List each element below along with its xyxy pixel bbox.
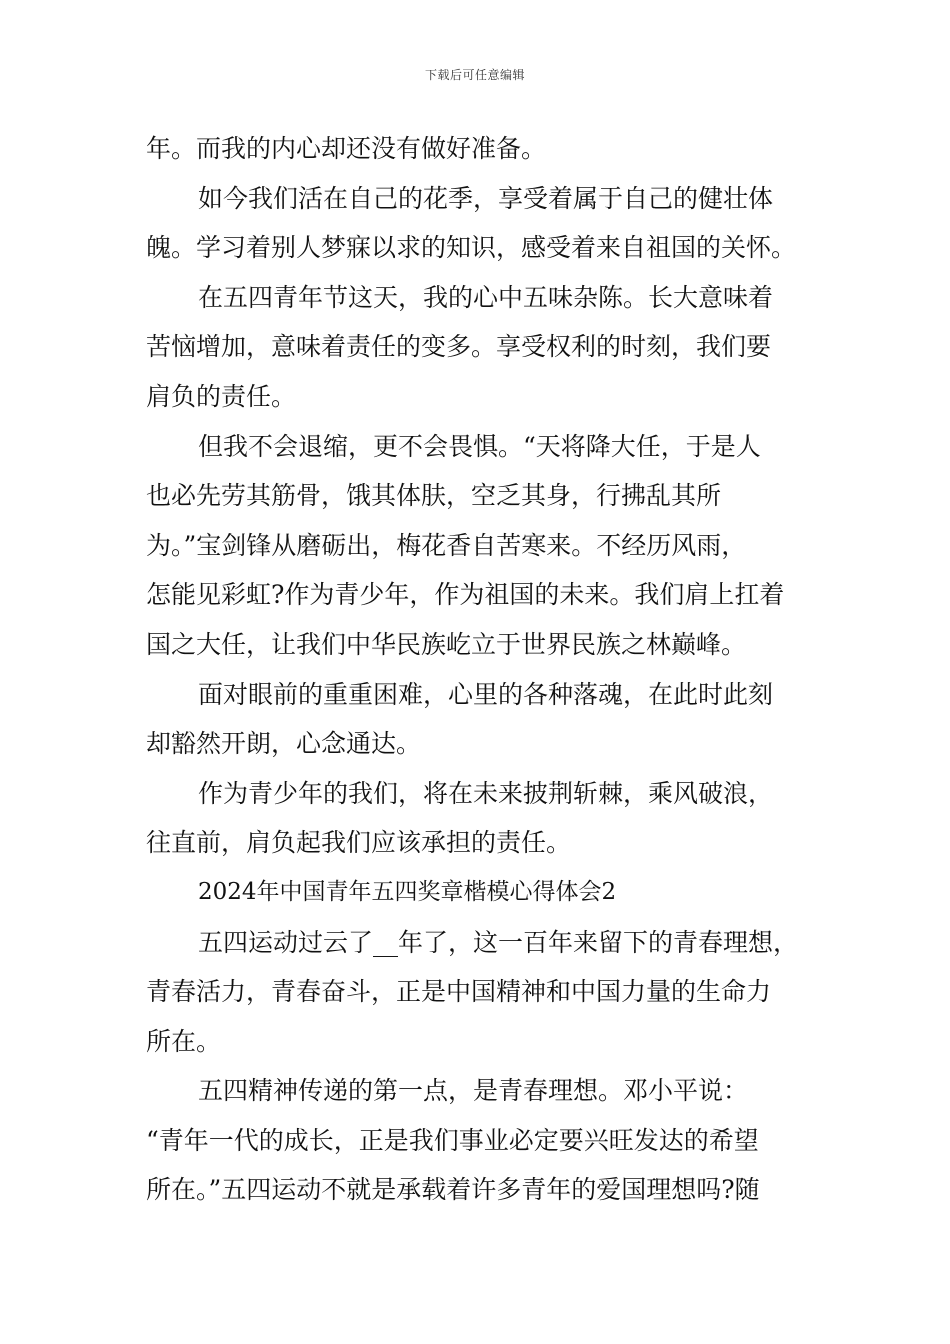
text-line: 也必先劳其筋骨，饿其体肤，空乏其身，行拂乱其所 [146,481,722,511]
text-line: 在五四青年节这天，我的心中五味杂陈。长大意味着 [198,282,774,312]
text-line: 所在。”五四运动不就是承载着许多青年的爱国理想吗?随 [146,1175,760,1205]
page-header-note: 下载后可任意编辑 [424,68,525,82]
text-line: 往直前，肩负起我们应该承担的责任。 [146,828,572,858]
text-line: 年。而我的内心却还没有做好准备。 [146,134,547,163]
text-line: 却豁然开朗，心念通达。 [146,729,422,759]
text-line: 面对眼前的重重困难，心里的各种落魂，在此时此刻 [198,679,774,709]
text-line: 怎能见彩虹?作为青少年，作为祖国的未来。我们肩上扛着 [146,580,785,610]
text-line: 作为青少年的我们，将在未来披荆斩棘，乘风破浪， [198,778,774,808]
text-line: “青年一代的成长，正是我们事业必定要兴旺发达的希望 [146,1125,759,1155]
text-line: 所在。 [146,1026,222,1056]
text-line: 青春活力，青春奋斗，正是中国精神和中国力量的生命力 [146,977,772,1007]
document-body [146,124,836,1215]
text-line: 如今我们活在自己的花季，享受着属于自己的健壮体 [198,183,774,213]
section-heading: 2024年中国青年五四奖章楷模心得体会2 [198,878,617,905]
text-line: 五四精神传递的第一点，是青春理想。邓小平说： [198,1076,749,1106]
text-line: 为。”宝剑锋从磨砺出，梅花香自苦寒来。不经历风雨， [146,530,747,560]
text-line: 魄。学习着别人梦寐以求的知识，感受着来自祖国的关怀。 [146,233,797,263]
text-line: 苦恼增加，意味着责任的变多。享受权利的时刻，我们要 [146,332,772,362]
text-line: 国之大任，让我们中华民族屹立于世界民族之林巅峰。 [146,629,747,659]
text-line: 但我不会退缩，更不会畏惧。“天将降大任，于是人 [198,431,761,461]
text-line: 五四运动过云了__年了，这一百年来留下的青春理想， [198,927,799,957]
text-line: 肩负的责任。 [146,381,297,411]
